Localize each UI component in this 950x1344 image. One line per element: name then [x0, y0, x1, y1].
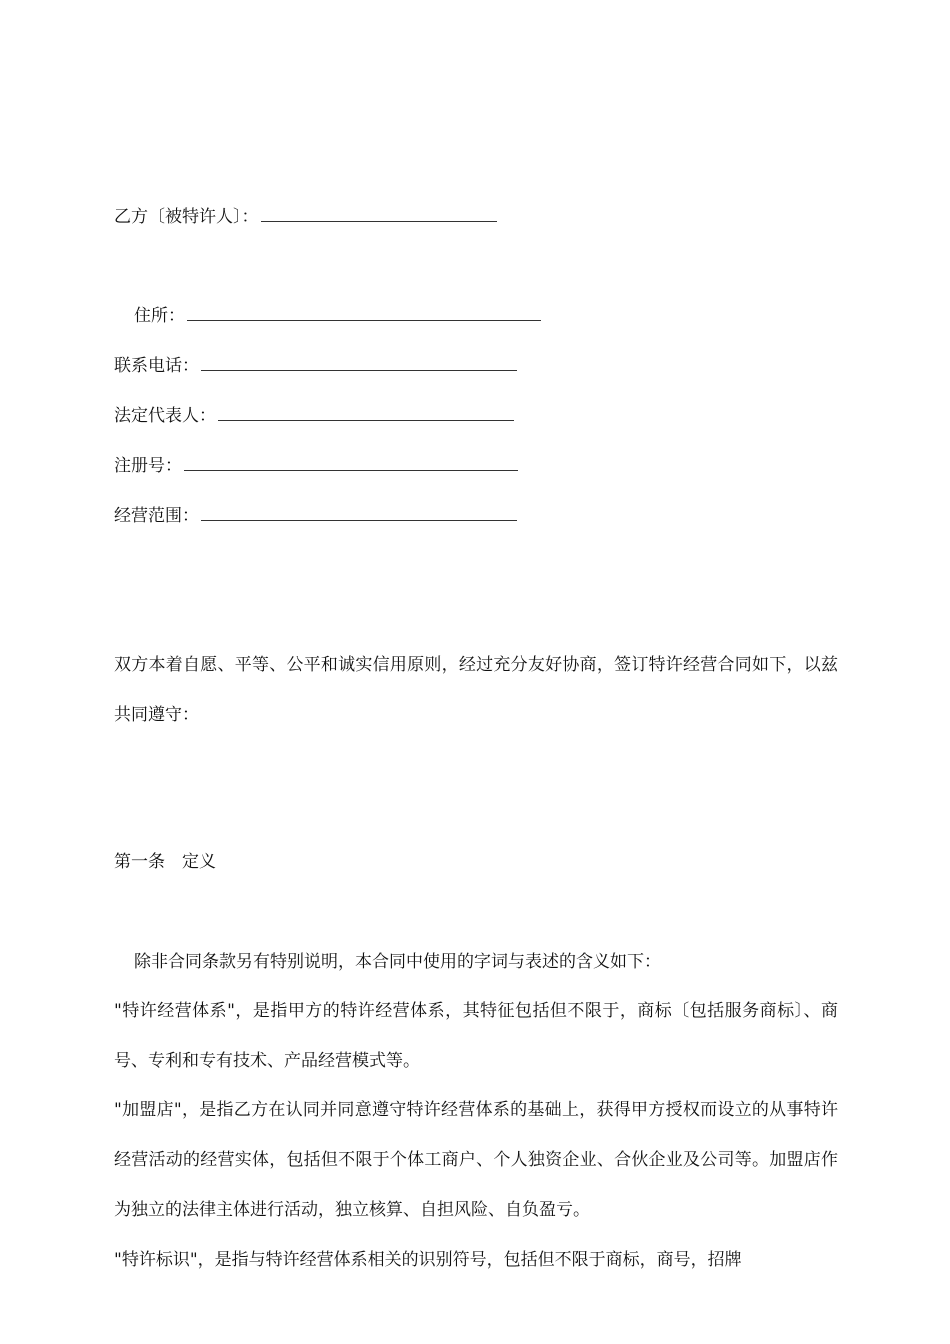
definition-franchise-system: "特许经营体系"，是指甲方的特许经营体系，其特征包括但不限于，商标〔包括服务商标〕、商号、专利和专有技术、产品经营模式等。	[114, 1001, 838, 1071]
legal-rep-field	[114, 402, 514, 428]
address-field	[134, 302, 541, 328]
phone-field	[114, 352, 517, 378]
legal-rep-blank[interactable]	[218, 402, 514, 421]
legal-rep-label: 法定代表人：	[114, 406, 216, 426]
address-blank[interactable]	[187, 302, 541, 321]
definition-franchise-mark: "特许标识"，是指与特许经营体系相关的识别符号，包括但不限于商标，商号，招牌	[114, 1250, 742, 1270]
intro-paragraph: 双方本着自愿、平等、公平和诚实信用原则，经过充分友好协商，签订特许经营合同如下，以兹共同遵守：	[114, 655, 838, 725]
party-b-label: 乙方〔被特许人〕：	[114, 207, 259, 227]
reg-no-label: 注册号：	[114, 456, 182, 476]
address-label: 住所：	[134, 306, 185, 326]
definition-franchise-store: "加盟店"，是指乙方在认同并同意遵守特许经营体系的基础上，获得甲方授权而设立的从事特许经营活动的经营实体，包括但不限于个体工商户、个人独资企业、合伙企业及公司等。加盟店作为独立的法律主体进行活动，独立核算、自担风险、自负盈亏。	[114, 1100, 838, 1220]
party-b-blank[interactable]	[261, 203, 497, 222]
reg-no-field	[114, 452, 518, 478]
scope-blank[interactable]	[201, 502, 517, 521]
reg-no-blank[interactable]	[184, 452, 518, 471]
scope-field	[114, 502, 517, 528]
phone-blank[interactable]	[201, 352, 517, 371]
scope-label: 经营范围：	[114, 506, 199, 526]
party-b-field	[114, 203, 497, 229]
article-1-heading: 第一条 定义	[114, 852, 216, 872]
article-1-preface: 除非合同条款另有特别说明，本合同中使用的字词与表述的含义如下：	[134, 952, 661, 972]
phone-label: 联系电话：	[114, 356, 199, 376]
